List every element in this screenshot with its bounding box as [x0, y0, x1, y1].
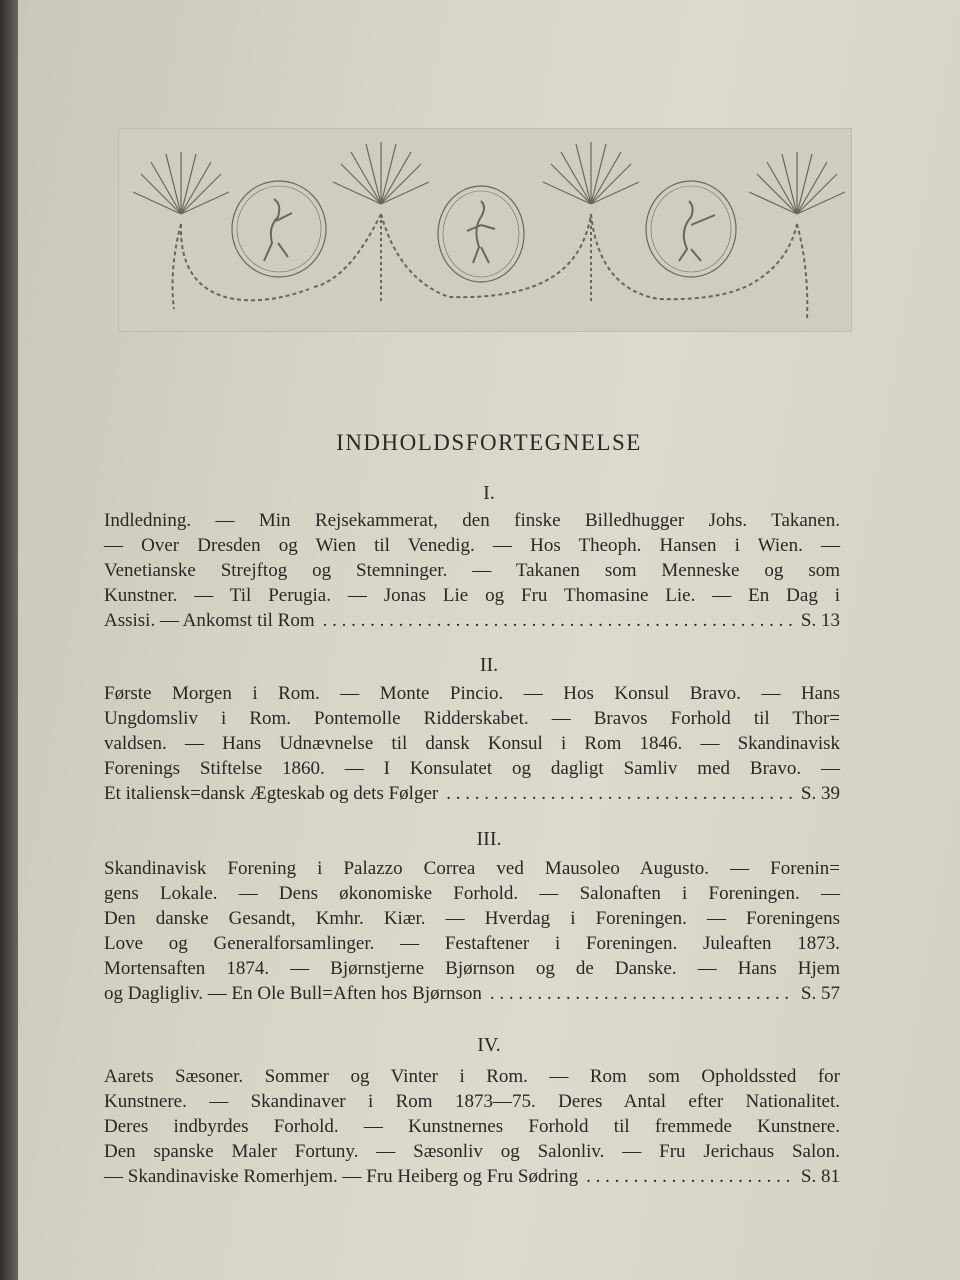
page-reference: S. 81 [800, 1166, 840, 1187]
entry-line: Kunstner. — Til Perugia. — Jonas Lie og Fru Thomasine Lie. — En Dag i [104, 585, 840, 606]
palm-fan-4 [749, 152, 845, 214]
entry-line: Skandinavisk Forening i Palazzo Correa ved Mausoleo Augusto. — Forenin= [104, 858, 840, 879]
palm-fan-2 [333, 142, 429, 204]
section-entry [104, 681, 840, 806]
page-reference: S. 39 [800, 783, 840, 804]
entry-line: valdsen. — Hans Udnævnelse til dansk Konsul i Rom 1846. — Skandinavisk [104, 733, 840, 754]
frieze-illustration [119, 129, 851, 331]
entry-last-line [104, 608, 840, 633]
palm-fan-1 [133, 152, 229, 214]
entry-line: Den danske Gesandt, Kmhr. Kiær. — Hverdag i Foreningen. — Foreningens [104, 908, 840, 929]
medallion-1 [232, 181, 326, 277]
entry-last-line [104, 1164, 840, 1189]
entry-last-line [104, 981, 840, 1006]
leader-dots [490, 981, 793, 1006]
entry-line: Aarets Sæsoner. Sommer og Vinter i Rom. — Rom som Opholdssted for [104, 1066, 840, 1087]
entry-line: Deres indbyrdes Forhold. — Kunstnernes Forhold til fremmede Kunstnere. [104, 1116, 840, 1137]
entry-line: Ungdomsliv i Rom. Pontemolle Ridderskabet. — Bravos Forhold til Thor= [104, 708, 840, 729]
page-reference: S. 57 [800, 983, 840, 1004]
entry-last-line [104, 781, 840, 806]
medallion-2 [438, 186, 524, 282]
section-entry [104, 508, 840, 633]
section-entry [104, 1064, 840, 1189]
section-numeral: IV. [477, 1034, 501, 1056]
medallion-3 [646, 181, 736, 277]
entry-line: Forenings Stiftelse 1860. — I Konsulatet og dagligt Samliv med Bravo. — [104, 758, 840, 779]
entry-line: Indledning. — Min Rejsekammerat, den finske Billedhugger Johs. Takanen. [104, 510, 840, 531]
entry-last-text: Et italiensk=dansk Ægteskab og dets Følger [104, 783, 439, 804]
entry-line: Den spanske Maler Fortuny. — Sæsonliv og Salonliv. — Fru Jerichaus Salon. [104, 1141, 840, 1162]
leader-dots [446, 781, 793, 806]
section-numeral: I. [483, 482, 495, 504]
entry-line: gens Lokale. — Dens økonomiske Forhold. — Salonaften i Foreningen. — [104, 883, 840, 904]
entry-line: Love og Generalforsamlinger. — Festaftener i Foreningen. Juleaften 1873. [104, 933, 840, 954]
page-shadow [0, 0, 18, 1280]
entry-line: — Over Dresden og Wien til Venedig. — Hos Theoph. Hansen i Wien. — [104, 535, 840, 556]
ornamental-frieze [118, 128, 852, 332]
section-numeral: III. [476, 828, 502, 850]
section-entry [104, 856, 840, 1006]
entry-last-text: — Skandinaviske Romerhjem. — Fru Heiberg og Fru Sødring [104, 1166, 579, 1187]
entry-line: Første Morgen i Rom. — Monte Pincio. — Hos Konsul Bravo. — Hans [104, 683, 840, 704]
leader-dots [586, 1164, 793, 1189]
entry-line: Mortensaften 1874. — Bjørnstjerne Bjørnson og de Danske. — Hans Hjem [104, 958, 840, 979]
section-numeral: II. [479, 654, 499, 676]
leader-dots [323, 608, 793, 633]
entry-last-text: og Dagligliv. — En Ole Bull=Aften hos Bjørnson [104, 983, 482, 1004]
page-reference: S. 13 [800, 610, 840, 631]
book-page [18, 0, 960, 1280]
palm-fan-3 [543, 142, 639, 204]
entry-line: Venetianske Strejftog og Stemninger. — Takanen som Menneske og som [104, 560, 840, 581]
entry-line: Kunstnere. — Skandinaver i Rom 1873—75. Deres Antal efter Nationalitet. [104, 1091, 840, 1112]
page-title: INDHOLDSFORTEGNELSE [336, 430, 642, 455]
entry-last-text: Assisi. — Ankomst til Rom [104, 610, 315, 631]
garland-3 [591, 214, 797, 299]
